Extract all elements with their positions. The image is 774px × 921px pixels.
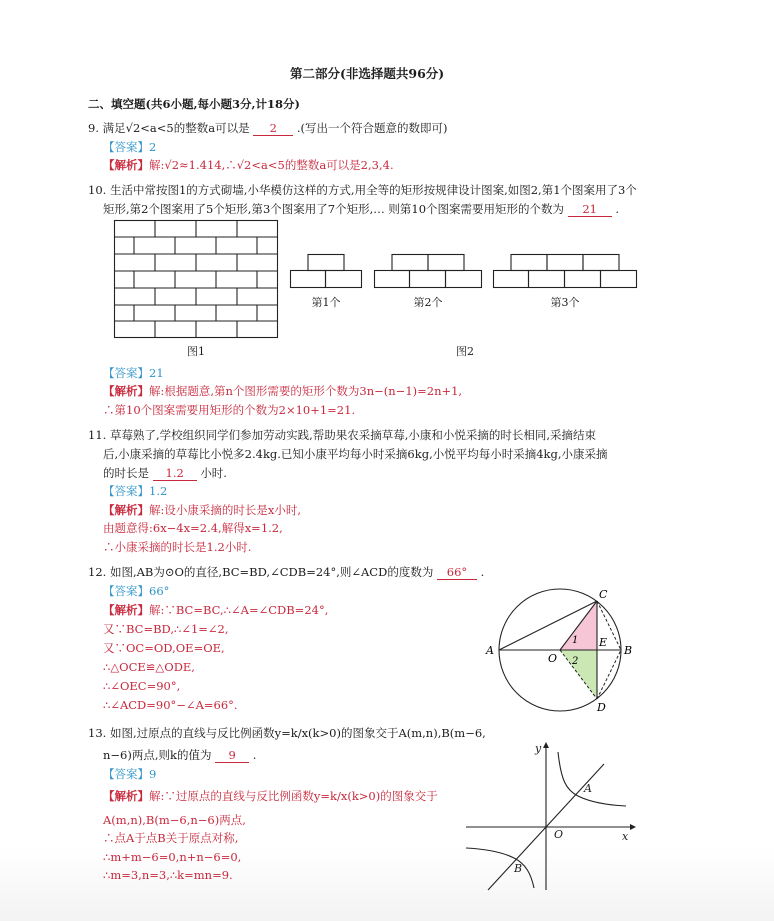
q9-stem-a: 9. 满足√2<a<5的整数a可以是 [88,121,250,135]
fig2-caption: 图2 [456,345,474,358]
pattern-1-label: 第1个 [311,296,341,309]
q11-line3-a: 的时长是 [103,466,149,480]
pattern-2 [374,254,482,288]
q12-stem [88,565,484,580]
pattern-1 [290,254,362,288]
label-angle-2: 2 [572,656,579,667]
q12-answer-blank: 66° [437,565,477,580]
q13-analysis-5: ∴m=3,n=3,∴k=mn=9. [103,868,233,882]
q9-answer-blank: 2 [253,121,293,136]
q11-line3-b: 小时. [200,466,227,480]
q10-answer-blank: 21 [568,202,612,217]
hyperbola-figure [466,740,636,890]
q12-analysis-3: 又∵OC=OD,OE=OE, [103,641,225,655]
q10-analysis-tag: 【解析】 [103,384,149,398]
q9-analysis-tag: 【解析】 [103,158,149,172]
q11-analysis-3: ∴小康采摘的时长是1.2小时. [103,540,252,554]
label-e: E [599,636,608,649]
q13-analysis-3: ∴点A于点B关于原点对称, [103,831,239,845]
q13-analysis-text-1: 解:∵过原点的直线与反比例函数y=k/x(k>0)的图象交于 [149,789,438,803]
q11-analysis-text-1: 解:设小康采摘的时长是x小时, [149,503,302,517]
q9-analysis-text: 解:√2≈1.414,∴√2<a<5的整数a可以是2,3,4. [149,158,394,172]
hyperbola-branch-2 [466,848,534,888]
q11-line1: 11. 草莓熟了,学校组织同学们参加劳动实践,帮助果农采摘草莓,小康和小悦采摘的时长相同,采摘结束 [88,428,597,442]
q13-line2 [103,748,256,763]
q12-analysis-4: ∴△OCE≌△ODE, [103,660,195,674]
q11-line3 [103,466,227,481]
x-axis-arrow [630,824,636,830]
q10-line2 [103,202,619,217]
q12-analysis-1 [103,603,328,617]
q10-answer: 【答案】21 [103,366,164,380]
q11-line2: 后,小康采摘的草莓比小悦多2.4kg.已知小康平均每小时采摘6kg,小悦平均每小时采摘4kg,小康采摘 [103,447,608,461]
q13-analysis-tag: 【解析】 [103,789,149,803]
q12-answer: 【答案】66° [103,584,170,598]
q13-line1: 13. 如图,过原点的直线与反比例函数y=k/x(k>0)的图象交于A(m,n),B(m−6, [88,726,486,740]
part-title: 第二部分(非选择题共96分) [290,66,445,81]
circle-figure [478,583,638,713]
pattern-3 [493,254,637,288]
q12-stem-b: . [480,565,485,579]
q13-analysis-4: ∴m+m−6=0,n+n−6=0, [103,850,242,864]
q12-analysis-tag: 【解析】 [103,603,149,617]
q9-stem-b: .(写出一个符合题意的数即可) [296,121,448,135]
label-origin: O [554,828,564,841]
q11-analysis-tag: 【解析】 [103,503,149,517]
q11-analysis-1 [103,503,301,517]
q9-analysis [103,158,394,172]
label-d: D [597,701,606,714]
segment-db [597,650,621,699]
label-y: y [535,742,542,755]
q12-analysis-2: 又∵BC=BD,∴∠1=∠2, [103,622,229,636]
hyperbola-branch-1 [558,752,626,806]
q11-answer: 【答案】1.2 [103,484,168,498]
q10-analysis-2: ∴第10个图案需要用矩形的个数为2×10+1=21. [103,403,356,417]
brick-wall-figure [114,220,278,338]
q10-analysis-1 [103,384,462,398]
q12-analysis-5: ∴∠OEC=90°, [103,679,181,693]
q10-line2-b: . [615,202,619,216]
label-x: x [622,830,629,843]
q11-analysis-2: 由题意得:6x−4x=2.4,解得x=1.2, [103,521,283,535]
q13-line2-a: n−6)两点,则k的值为 [103,748,212,762]
label-c: C [599,588,608,601]
label-b: B [624,644,633,657]
label-a: A [486,644,494,657]
label-o: O [548,652,558,665]
label-point-a: A [584,782,592,795]
q12-analysis-6: ∴∠ACD=90°−∠A=66°. [103,698,238,712]
label-point-b: B [514,862,523,875]
q13-answer-blank: 9 [215,748,249,763]
q12-analysis-text-1: 解:∵BC=BC,∴∠A=∠CDB=24°, [149,603,329,617]
q9-answer: 【答案】2 [103,140,157,154]
fig1-caption: 图1 [187,345,205,358]
pattern-3-label: 第3个 [550,296,580,309]
q10-line1: 10. 生活中常按图1的方式砌墙,小华模仿这样的方式,用全等的矩形按规律设计图案,如图2,第1个图案用了3个 [88,183,637,197]
q13-answer: 【答案】9 [103,767,157,781]
q13-analysis-2: A(m,n),B(m−6,n−6)两点, [103,813,246,827]
section-title: 二、填空题(共6小题,每小题3分,计18分) [88,97,300,111]
q10-analysis-text-1: 解:根据题意,第n个图形需要的矩形个数为3n−(n−1)=2n+1, [149,384,463,398]
q9-stem [88,121,448,136]
q12-stem-a: 12. 如图,AB为⊙O的直径,BC=BD,∠CDB=24°,则∠ACD的度数为 [88,565,434,579]
q10-line2-a: 矩形,第2个图案用了5个矩形,第3个图案用了7个矩形,… 则第10个图案需要用矩形的个数为 [103,202,565,216]
y-axis-arrow [543,742,549,748]
q13-line2-b: . [252,748,257,762]
q11-answer-blank: 1.2 [153,466,197,481]
label-angle-1: 1 [572,635,579,646]
pattern-2-label: 第2个 [413,296,443,309]
q13-analysis-1 [103,789,438,803]
